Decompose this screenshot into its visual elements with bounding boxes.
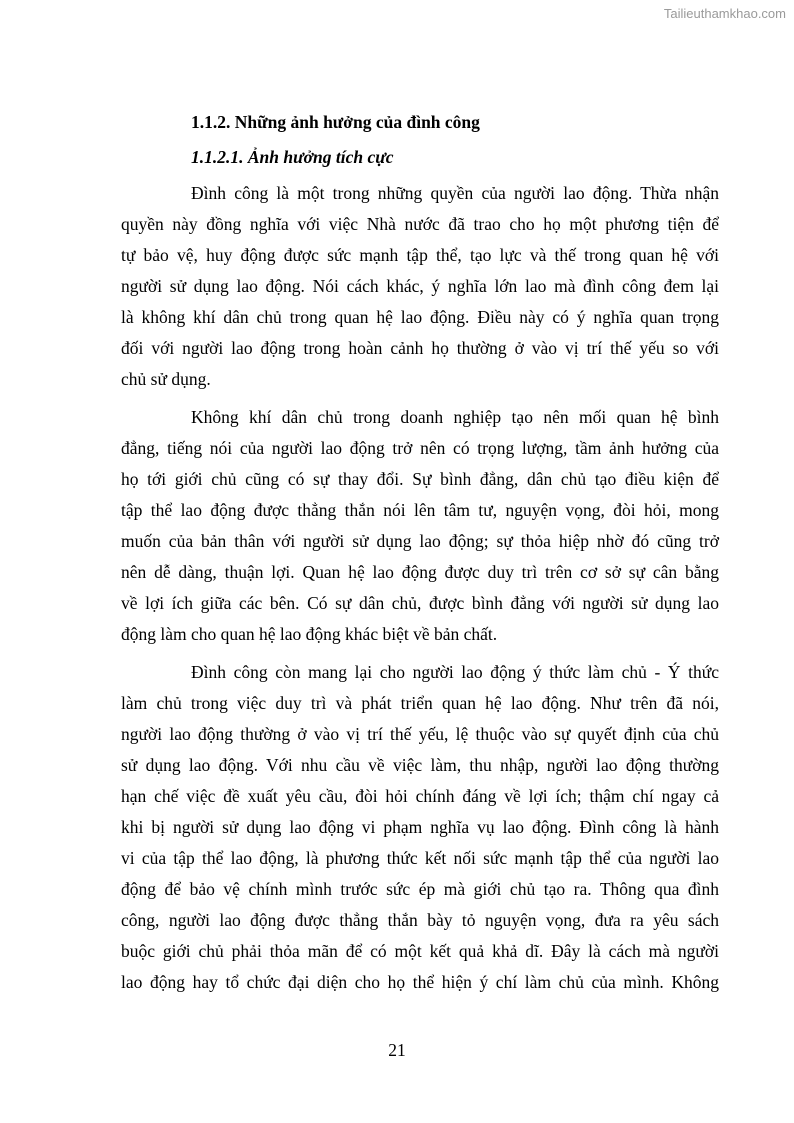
paragraph-line: buộc giới chủ phải thỏa mãn để có một kết quả khả dĩ. Đây là cách mà người: [121, 941, 719, 961]
page-number: 21: [388, 1040, 406, 1060]
paragraph-line: là không khí dân chủ trong quan hệ lao động. Điều này có ý nghĩa quan trọng: [121, 307, 719, 327]
paragraph-line: người sử dụng lao động. Nói cách khác, ý nghĩa lớn lao mà đình công đem lại: [121, 276, 719, 296]
paragraph-line: hạn chế việc đề xuất yêu cầu, đòi hỏi chính đáng về lợi ích; thậm chí ngay cả: [121, 786, 719, 806]
paragraph-3: [121, 657, 719, 998]
paragraph-line: Đình công là một trong những quyền của người lao động. Thừa nhận: [191, 183, 719, 203]
paragraph-line: vi của tập thể lao động, là phương thức kết nối sức mạnh tập thể của người lao: [121, 848, 719, 868]
paragraph-line: tập thể lao động được thẳng thắn nói lên tâm tư, nguyện vọng, đòi hỏi, mong: [121, 500, 719, 520]
paragraph-line: Đình công còn mang lại cho người lao động ý thức làm chủ - Ý thức: [191, 662, 719, 682]
paragraph-2: [121, 402, 719, 650]
paragraph-line: quyền này đồng nghĩa với việc Nhà nước đã trao cho họ một phương tiện để: [121, 214, 719, 234]
paragraph-line: sử dụng lao động. Với nhu cầu về việc làm, thu nhập, người lao động thường: [121, 755, 719, 775]
paragraph-line: người lao động thường ở vào vị trí thế yếu, lệ thuộc vào sự quyết định của chủ: [121, 724, 719, 744]
page-content: [121, 108, 719, 1005]
paragraph-line: muốn của bản thân với người sử dụng lao động; sự thỏa hiệp nhờ đó cũng trở: [121, 531, 719, 551]
paragraph-line: lao động hay tổ chức đại diện cho họ thể hiện ý chí làm chủ của mình. Không: [121, 972, 719, 992]
watermark-text: Tailieuthamkhao.com: [663, 6, 786, 21]
paragraph-line: nên dễ dàng, thuận lợi. Quan hệ lao động được duy trì trên cơ sở sự cân bằng: [121, 562, 719, 582]
paragraph-line: Không khí dân chủ trong doanh nghiệp tạo nên mối quan hệ bình: [191, 407, 719, 427]
paragraph-line: tự bảo vệ, huy động được sức mạnh tập thể, tạo lực và thế trong quan hệ với: [121, 245, 719, 265]
paragraph-line: làm chủ trong việc duy trì và phát triển quan hệ lao động. Như trên đã nói,: [121, 693, 719, 713]
paragraph-line: về lợi ích giữa các bên. Có sự dân chủ, được bình đẳng với người sử dụng lao: [121, 593, 719, 613]
subsection-heading: 1.1.2.1. Ảnh hưởng tích cực: [191, 147, 394, 167]
paragraph-line: đối với người lao động trong hoàn cảnh họ thường ở vào vị trí thế yếu so với: [121, 338, 719, 358]
paragraph-line: họ tới giới chủ cũng có sự thay đổi. Sự bình đẳng, dân chủ tạo điều kiện để: [121, 469, 719, 489]
paragraph-1: [121, 178, 719, 395]
paragraph-line: động làm cho quan hệ lao động khác biệt về bản chất.: [121, 624, 498, 644]
paragraph-line: khi bị người sử dụng lao động vi phạm nghĩa vụ lao động. Đình công là hành: [121, 817, 719, 837]
paragraph-line: động để bảo vệ chính mình trước sức ép mà giới chủ tạo ra. Thông qua đình: [121, 879, 719, 899]
paragraph-line: chủ sử dụng.: [121, 369, 211, 389]
section-heading: 1.1.2. Những ảnh hưởng của đình công: [191, 112, 480, 132]
paragraph-line: đẳng, tiếng nói của người lao động trở nên có trọng lượng, tầm ảnh hưởng của: [121, 438, 719, 458]
paragraph-line: công, người lao động được thẳng thắn bày tỏ nguyện vọng, đưa ra yêu sách: [121, 910, 719, 930]
